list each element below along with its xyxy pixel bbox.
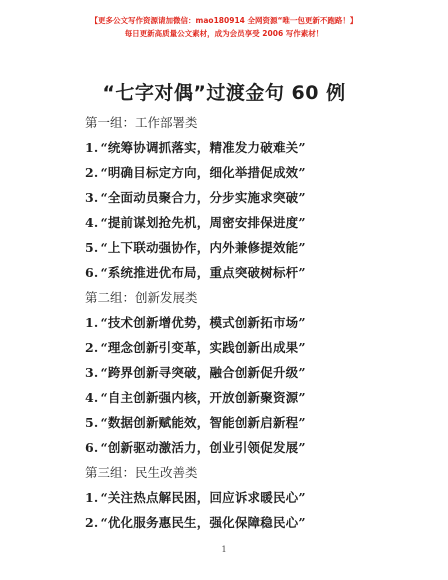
list-item <box>85 410 385 435</box>
promo-banner-line-1: 【更多公文写作资源请加微信：mao180914 全网资源“唯一包更新不跑路！】 <box>90 16 358 25</box>
item-text: “全面动员聚合力，分步实施求突破” <box>100 190 306 205</box>
list-item <box>85 135 385 160</box>
list-item <box>85 510 385 535</box>
list-item <box>85 210 385 235</box>
item-number: 2. <box>85 165 99 180</box>
group-heading: 第一组：工作部署类 <box>85 115 198 130</box>
item-text: “明确目标定方向，细化举措促成效” <box>100 165 306 180</box>
item-text: “创新驱动激活力，创业引领促发展” <box>100 440 306 455</box>
item-text: “关注热点解民困，回应诉求暖民心” <box>100 490 306 505</box>
item-text: “统筹协调抓落实，精准发力破难关” <box>100 140 306 155</box>
item-text: “理念创新引变革，实践创新出成果” <box>100 340 306 355</box>
item-text: “系统推进优布局，重点突破树标杆” <box>100 265 306 280</box>
list-item <box>85 310 385 335</box>
item-text: “数据创新赋能效，智能创新启新程” <box>100 415 306 430</box>
page-number: 1 <box>221 545 227 554</box>
list-item <box>85 335 385 360</box>
item-number: 1. <box>85 140 99 155</box>
item-text: “自主创新强内核，开放创新聚资源” <box>100 390 306 405</box>
item-number: 2. <box>85 340 99 355</box>
item-number: 4. <box>85 390 99 405</box>
item-number: 1. <box>85 490 99 505</box>
item-number: 1. <box>85 315 99 330</box>
list-item <box>85 435 385 460</box>
promo-banner-line-2: 每日更新高质量公文素材，成为会员享受 2006 写作素材！ <box>124 29 324 38</box>
item-number: 2. <box>85 515 99 530</box>
item-text: “技术创新增优势，模式创新拓市场” <box>100 315 306 330</box>
list-item <box>85 485 385 510</box>
list-item <box>85 360 385 385</box>
item-number: 3. <box>85 365 99 380</box>
item-text: “优化服务惠民生，强化保障稳民心” <box>100 515 306 530</box>
document-body <box>85 110 385 535</box>
item-text: “上下联动强协作，内外兼修提效能” <box>100 240 306 255</box>
list-item <box>85 385 385 410</box>
item-number: 6. <box>85 265 99 280</box>
promo-banner <box>0 14 448 40</box>
item-text: “提前谋划抢先机，周密安排保进度” <box>100 215 306 230</box>
list-item <box>85 160 385 185</box>
item-number: 5. <box>85 415 99 430</box>
item-number: 5. <box>85 240 99 255</box>
list-item <box>85 260 385 285</box>
item-text: “跨界创新寻突破，融合创新促升级” <box>100 365 306 380</box>
item-number: 3. <box>85 190 99 205</box>
list-item <box>85 235 385 260</box>
item-number: 4. <box>85 215 99 230</box>
item-number: 6. <box>85 440 99 455</box>
group-heading: 第三组：民生改善类 <box>85 465 198 480</box>
list-item <box>85 185 385 210</box>
document-title: “七字对偶”过渡金句 60 例 <box>102 82 346 104</box>
group-heading: 第二组：创新发展类 <box>85 290 198 305</box>
